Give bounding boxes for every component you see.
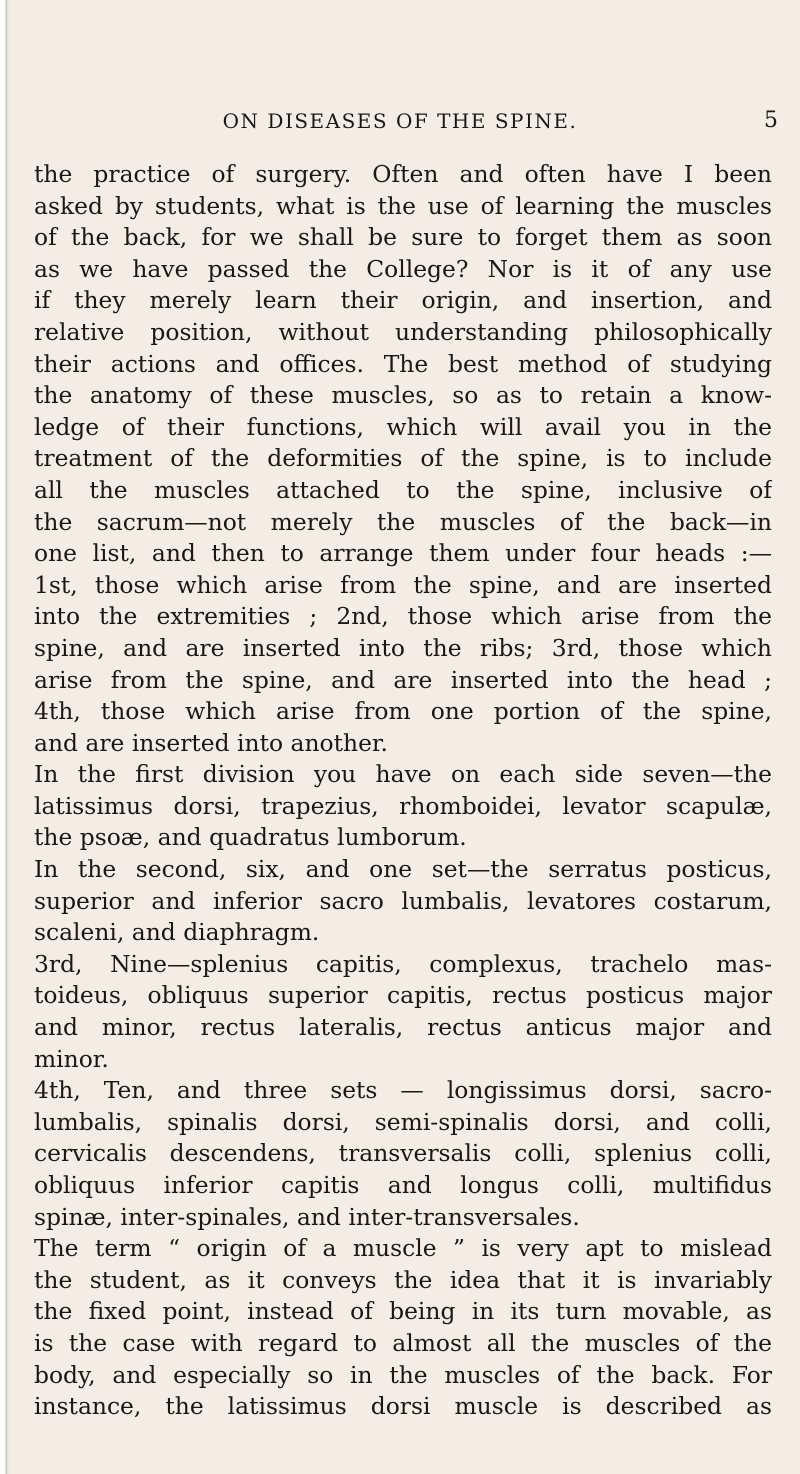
text-line: instance, the latissimus dorsi muscle is described as — [34, 1392, 772, 1421]
text-line: their actions and offices. The best method of studying — [34, 349, 772, 378]
text-line: if they merely learn their origin, and insertion, and — [34, 286, 772, 315]
text-line: and are inserted into another. — [34, 728, 388, 757]
text-line: obliquus inferior capitis and longus colli, multifidus — [34, 1171, 772, 1199]
page-edge-line — [6, 0, 7, 1474]
text-line: the psoæ, and quadratus lumborum. — [34, 823, 467, 852]
text-line: 1st, those which arise from the spine, and are inserted — [34, 570, 772, 599]
text-line: the anatomy of these muscles, so as to retain a know- — [34, 381, 772, 410]
text-line: body, and especially so in the muscles of the back. For — [34, 1360, 772, 1389]
text-line: is the case with regard to almost all the muscles of the — [34, 1328, 772, 1357]
text-line: scaleni, and diaphragm. — [34, 918, 320, 947]
text-line: as we have passed the College? Nor is it of any use — [34, 254, 772, 283]
text-line: of the back, for we shall be sure to forget them as soon — [34, 223, 772, 252]
text-line: the fixed point, instead of being in its turn movable, as — [34, 1297, 772, 1326]
text-line: The term “ origin of a muscle ” is very apt to mislead — [34, 1234, 772, 1263]
text-line: toideus, obliquus superior capitis, rectus posticus major — [34, 981, 772, 1010]
text-line: latissimus dorsi, trapezius, rhomboidei, levator scapulæ, — [34, 791, 772, 820]
page-header — [40, 106, 780, 136]
text-line: arise from the spine, and are inserted into the head ; — [34, 665, 772, 694]
running-title: ON DISEASES OF THE SPINE. — [222, 109, 578, 133]
text-line: In the first division you have on each side seven—the — [34, 760, 772, 789]
page-binding-edge — [0, 0, 10, 1474]
text-line: lumbalis, spinalis dorsi, semi-spinalis dorsi, and colli, — [34, 1107, 772, 1136]
text-line: 3rd, Nine—splenius capitis, complexus, trachelo mas- — [34, 949, 772, 978]
text-line: spinæ, inter-spinales, and inter-transversales. — [34, 1202, 580, 1231]
text-line: all the muscles attached to the spine, inclusive of — [34, 475, 772, 504]
text-line: In the second, six, and one set—the serratus posticus, — [34, 855, 772, 884]
text-line: 4th, those which arise from one portion of the spine, — [34, 697, 772, 726]
text-line: and minor, rectus lateralis, rectus anticus major and — [34, 1013, 772, 1042]
text-line: minor. — [34, 1044, 109, 1073]
text-line: treatment of the deformities of the spine, is to include — [34, 444, 772, 473]
text-line: one list, and then to arrange them under four heads :— — [34, 539, 772, 568]
text-line: ledge of their functions, which will avail you in the — [34, 412, 772, 441]
text-line: asked by students, what is the use of learning the muscles — [34, 191, 772, 220]
text-line: the student, as it conveys the idea that it is invariably — [34, 1265, 772, 1294]
text-line: 4th, Ten, and three sets — longissimus dorsi, sacro- — [34, 1076, 772, 1105]
text-line: into the extremities ; 2nd, those which arise from the — [34, 602, 772, 631]
text-line: superior and inferior sacro lumbalis, levatores costarum, — [34, 886, 772, 915]
page-number: 5 — [764, 108, 778, 133]
text-line: relative position, without understanding philosophically — [34, 317, 772, 346]
text-line: the practice of surgery. Often and often have I been — [34, 160, 772, 188]
text-line: the sacrum—not merely the muscles of the back—in — [34, 507, 772, 536]
body-text — [34, 159, 772, 1423]
text-line: spine, and are inserted into the ribs; 3rd, those which — [34, 633, 772, 662]
text-line: cervicalis descendens, transversalis colli, splenius colli, — [34, 1139, 772, 1168]
